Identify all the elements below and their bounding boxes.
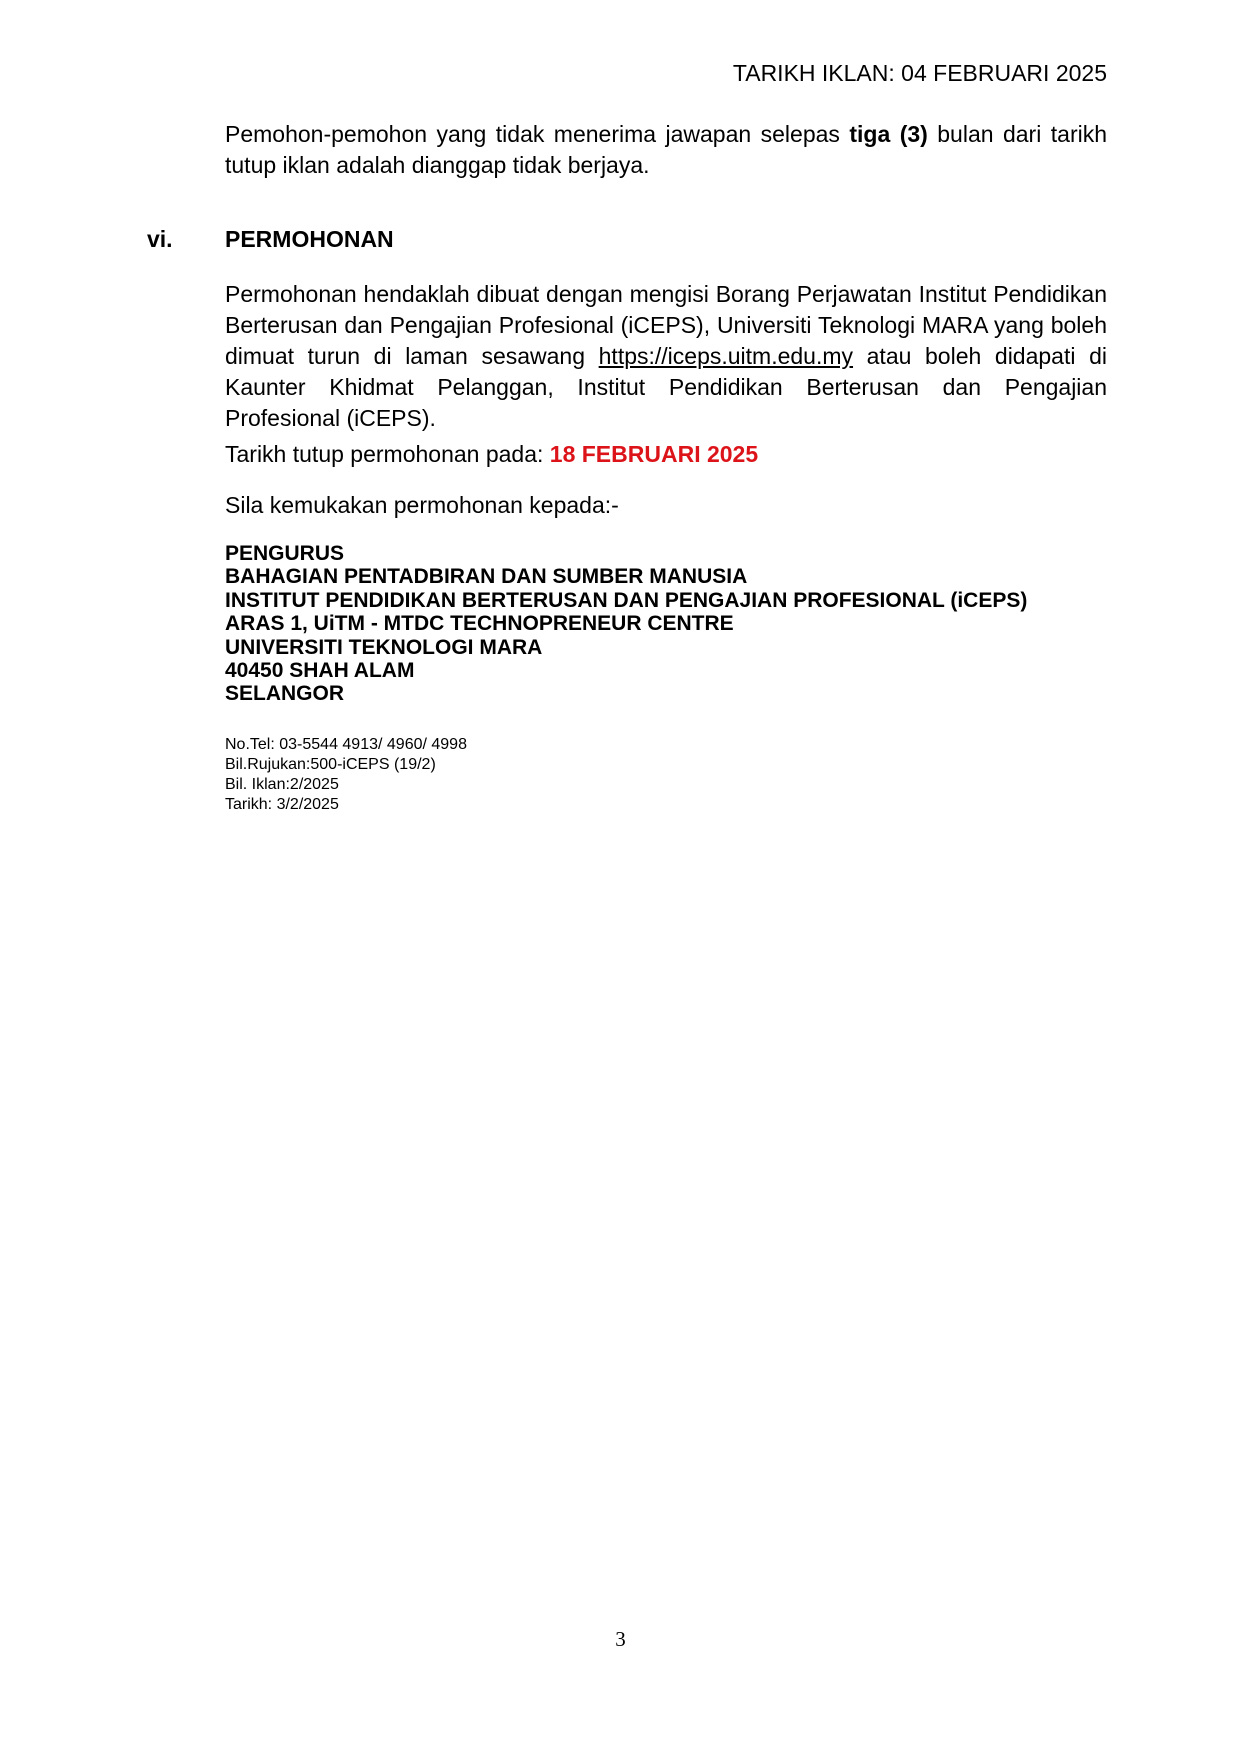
reference-info-block: [225, 735, 467, 815]
application-text-before-link: Permohonan hendaklah dibuat dengan mengisi Borang Perjawatan Institut Pendidikan Berterusan dan Pengajian Profesional (iCEPS), Universiti Teknologi MARA yang boleh dimuat turun di laman sesawang: [225, 281, 1107, 369]
address-line: SELANGOR: [225, 682, 345, 706]
reference-line: Bil. Iklan:2/2025: [225, 776, 339, 793]
deadline-label: Tarikh tutup permohonan pada:: [225, 441, 550, 467]
reference-line: Bil.Rujukan:500-iCEPS (19/2): [225, 756, 436, 773]
iceps-website-link[interactable]: https://iceps.uitm.edu.my: [598, 343, 854, 369]
application-paragraph: [225, 279, 1107, 434]
address-line: ARAS 1, UiTM - MTDC TECHNOPRENEUR CENTRE: [225, 612, 734, 636]
notice-bold-phrase: tiga (3): [849, 121, 928, 147]
notice-text-after: bulan dari tarikh tutup iklan adalah dianggap tidak berjaya.: [225, 121, 1108, 178]
postal-address-block: [225, 542, 1027, 706]
address-line: BAHAGIAN PENTADBIRAN DAN SUMBER MANUSIA: [225, 565, 748, 589]
address-line: UNIVERSITI TEKNOLOGI MARA: [225, 635, 543, 659]
section-title: PERMOHONAN: [225, 226, 394, 252]
address-line: 40450 SHAH ALAM: [225, 659, 415, 683]
section-heading-permohonan: [147, 224, 394, 255]
advert-date-header: TARIKH IKLAN: 04 FEBRUARI 2025: [732, 60, 1107, 86]
page-number: 3: [615, 1627, 626, 1651]
submit-instruction: Sila kemukakan permohonan kepada:-: [225, 492, 619, 518]
address-line: INSTITUT PENDIDIKAN BERTERUSAN DAN PENGAJIAN PROFESIONAL (iCEPS): [225, 588, 1028, 612]
reference-line: Tarikh: 3/2/2025: [225, 796, 339, 813]
section-number: vi.: [147, 226, 173, 252]
application-text-after-link: atau boleh didapati di Kaunter Khidmat Pelanggan, Institut Pendidikan Berterusan dan Pengajian Profesional (iCEPS).: [225, 343, 1107, 431]
notice-paragraph: [225, 119, 1107, 181]
reference-line: No.Tel: 03-5544 4913/ 4960/ 4998: [225, 736, 467, 753]
deadline-line: [225, 439, 758, 470]
notice-text-before: Pemohon-pemohon yang tidak menerima jawapan selepas: [225, 121, 850, 147]
address-line: PENGURUS: [225, 542, 345, 565]
deadline-date: 18 FEBRUARI 2025: [549, 441, 759, 467]
